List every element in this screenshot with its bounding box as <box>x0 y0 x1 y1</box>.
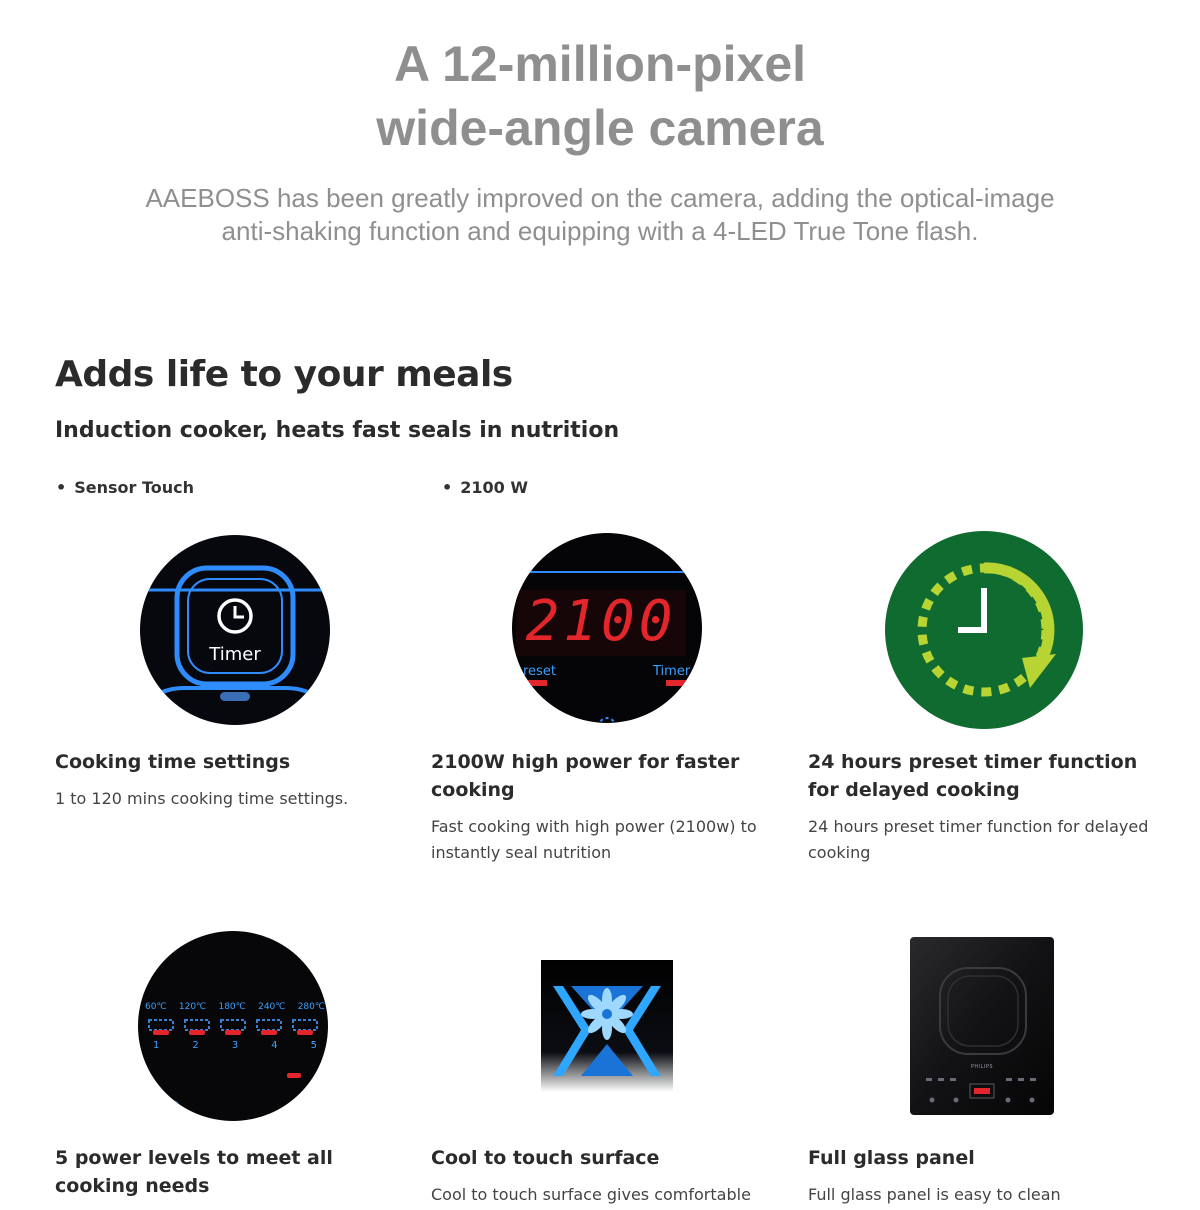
feature-cool-touch <box>431 926 791 1208</box>
feature-preset-timer <box>808 530 1168 866</box>
feature-title: 24 hours preset timer function for delayed cooking <box>808 751 1138 801</box>
level-label: 3 <box>231 1040 239 1051</box>
temp-label: 120℃ <box>178 1002 207 1012</box>
brand-logo-text: PHILIPS <box>970 1064 994 1070</box>
power-display-value: 2100 <box>525 589 677 654</box>
feature-high-power <box>431 530 791 866</box>
feature-power-levels <box>55 926 415 1210</box>
timer-button-icon <box>55 530 415 730</box>
timer-label: Timer <box>209 644 261 665</box>
section-subtitle: Induction cooker, heats fast seals in nutrition <box>55 418 620 443</box>
feature-image <box>431 926 791 1126</box>
hero-subtitle-line2: anti-shaking function and equipping with a 4-LED True Tone flash. <box>221 216 979 246</box>
feature-image <box>808 926 1168 1126</box>
level-label: 5 <box>310 1040 317 1051</box>
power-levels-icon <box>55 926 415 1126</box>
feature-desc: Fast cooking with high power (2100w) to instantly seal nutrition <box>431 817 757 862</box>
feature-image <box>55 926 415 1126</box>
feature-title: 2100W high power for faster cooking <box>431 751 740 801</box>
hero-subtitle <box>0 182 1200 248</box>
level-row <box>153 1040 317 1051</box>
hero-title <box>0 0 1200 160</box>
feature-cooking-time <box>55 530 415 812</box>
feature-desc: Cool to touch surface gives comfortable <box>431 1185 751 1204</box>
fan-cooling-icon <box>431 926 791 1126</box>
hero-subtitle-line1: AAEBOSS has been greatly improved on the camera, adding the optical-image <box>145 183 1055 213</box>
feature-glass-panel <box>808 926 1168 1208</box>
hero <box>0 0 1200 248</box>
feature-desc: 24 hours preset timer function for delayed cooking <box>808 817 1149 862</box>
feature-desc: Full glass panel is easy to clean <box>808 1185 1061 1204</box>
level-label: 1 <box>153 1040 160 1051</box>
feature-image <box>808 530 1168 730</box>
feature-title: Full glass panel <box>808 1147 975 1169</box>
level-label: 4 <box>271 1040 278 1051</box>
temp-label: 240℃ <box>258 1002 286 1012</box>
temp-row <box>145 1002 325 1012</box>
preset-label: reset <box>523 664 556 679</box>
feature-image <box>431 530 791 730</box>
section-title: Adds life to your meals <box>55 354 513 395</box>
feature-desc: 1 to 120 mins cooking time settings. <box>55 789 349 808</box>
feature-title: 5 power levels to meet all cooking needs <box>55 1147 333 1197</box>
bullet-power: • 2100 W <box>442 478 528 497</box>
level-label: 2 <box>192 1040 199 1051</box>
feature-title: Cooking time settings <box>55 751 291 773</box>
feature-image <box>55 530 415 730</box>
temp-label: 280℃ <box>297 1002 325 1012</box>
hero-title-line2: wide-angle camera <box>376 100 824 156</box>
temp-label: 60℃ <box>145 1002 167 1012</box>
clock-timer-icon <box>808 530 1168 730</box>
temp-label: 180℃ <box>218 1002 246 1012</box>
timer-label-right: Timer <box>653 664 691 679</box>
hero-title-line1: A 12-million-pixel <box>393 36 807 92</box>
bullet-sensor-touch: • Sensor Touch <box>56 478 194 497</box>
feature-title: Cool to touch surface <box>431 1147 660 1169</box>
glass-cooktop-icon <box>808 926 1168 1126</box>
